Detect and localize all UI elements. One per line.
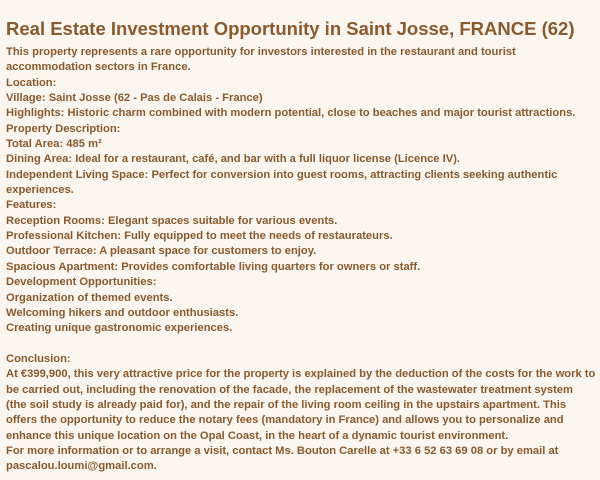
development-events: Organization of themed events. xyxy=(6,291,173,304)
features-heading: Features: xyxy=(6,199,57,212)
listing-body xyxy=(6,45,596,475)
intro-paragraph: This property represents a rare opportunity for investors interested in the restaurant and tourist accommodation sectors in France. xyxy=(6,46,516,74)
feature-reception: Reception Rooms: Elegant spaces suitable for various events. xyxy=(6,214,338,227)
location-village: Village: Saint Josse (62 - Pas de Calais - France) xyxy=(6,92,263,105)
location-highlights: Highlights: Historic charm combined with modern potential, close to beaches and major tourist attractions. xyxy=(6,107,576,120)
conclusion-heading: Conclusion: xyxy=(6,352,71,365)
property-dining-area: Dining Area: Ideal for a restaurant, café, and bar with a full liquor license (Licence IV). xyxy=(6,153,461,166)
development-heading: Development Opportunities: xyxy=(6,276,157,289)
property-heading: Property Description: xyxy=(6,122,121,135)
feature-terrace: Outdoor Terrace: A pleasant space for customers to enjoy. xyxy=(6,245,317,258)
property-living-space: Independent Living Space: Perfect for conversion into guest rooms, attracting clients seeking authentic experiences. xyxy=(6,168,558,197)
feature-kitchen: Professional Kitchen: Fully equipped to meet the needs of restaurateurs. xyxy=(6,230,393,243)
location-heading: Location: xyxy=(6,76,57,89)
section-spacer xyxy=(6,337,596,352)
conclusion-text: At €399,900, this very attractive price for the property is explained by the deduction of the costs for the work to be carried out, including the renovation of the facade, the replacement of the wastewater treatment system (the soil study is already paid for), and the repair of the living room ceiling in the upstairs apartment. This offers the opportunity to reduce the notary fees (mandatory in France) and allows you to personalize and enhance this unique location on the Opal Coast, in the heart of a dynamic tourist environment. xyxy=(6,368,596,442)
property-total-area: Total Area: 485 m² xyxy=(6,138,102,151)
feature-apartment: Spacious Apartment: Provides comfortable living quarters for owners or staff. xyxy=(6,260,421,273)
contact-info: For more information or to arrange a visit, contact Ms. Bouton Carelle at +33 6 52 63 69 08 or by email at pascalou.loumi@gmail.com. xyxy=(6,444,559,473)
page-title: Real Estate Investment Opportunity in Saint Josse, FRANCE (62) xyxy=(6,18,575,40)
development-hikers: Welcoming hikers and outdoor enthusiasts. xyxy=(6,306,239,319)
development-gastronomy: Creating unique gastronomic experiences. xyxy=(6,322,233,335)
